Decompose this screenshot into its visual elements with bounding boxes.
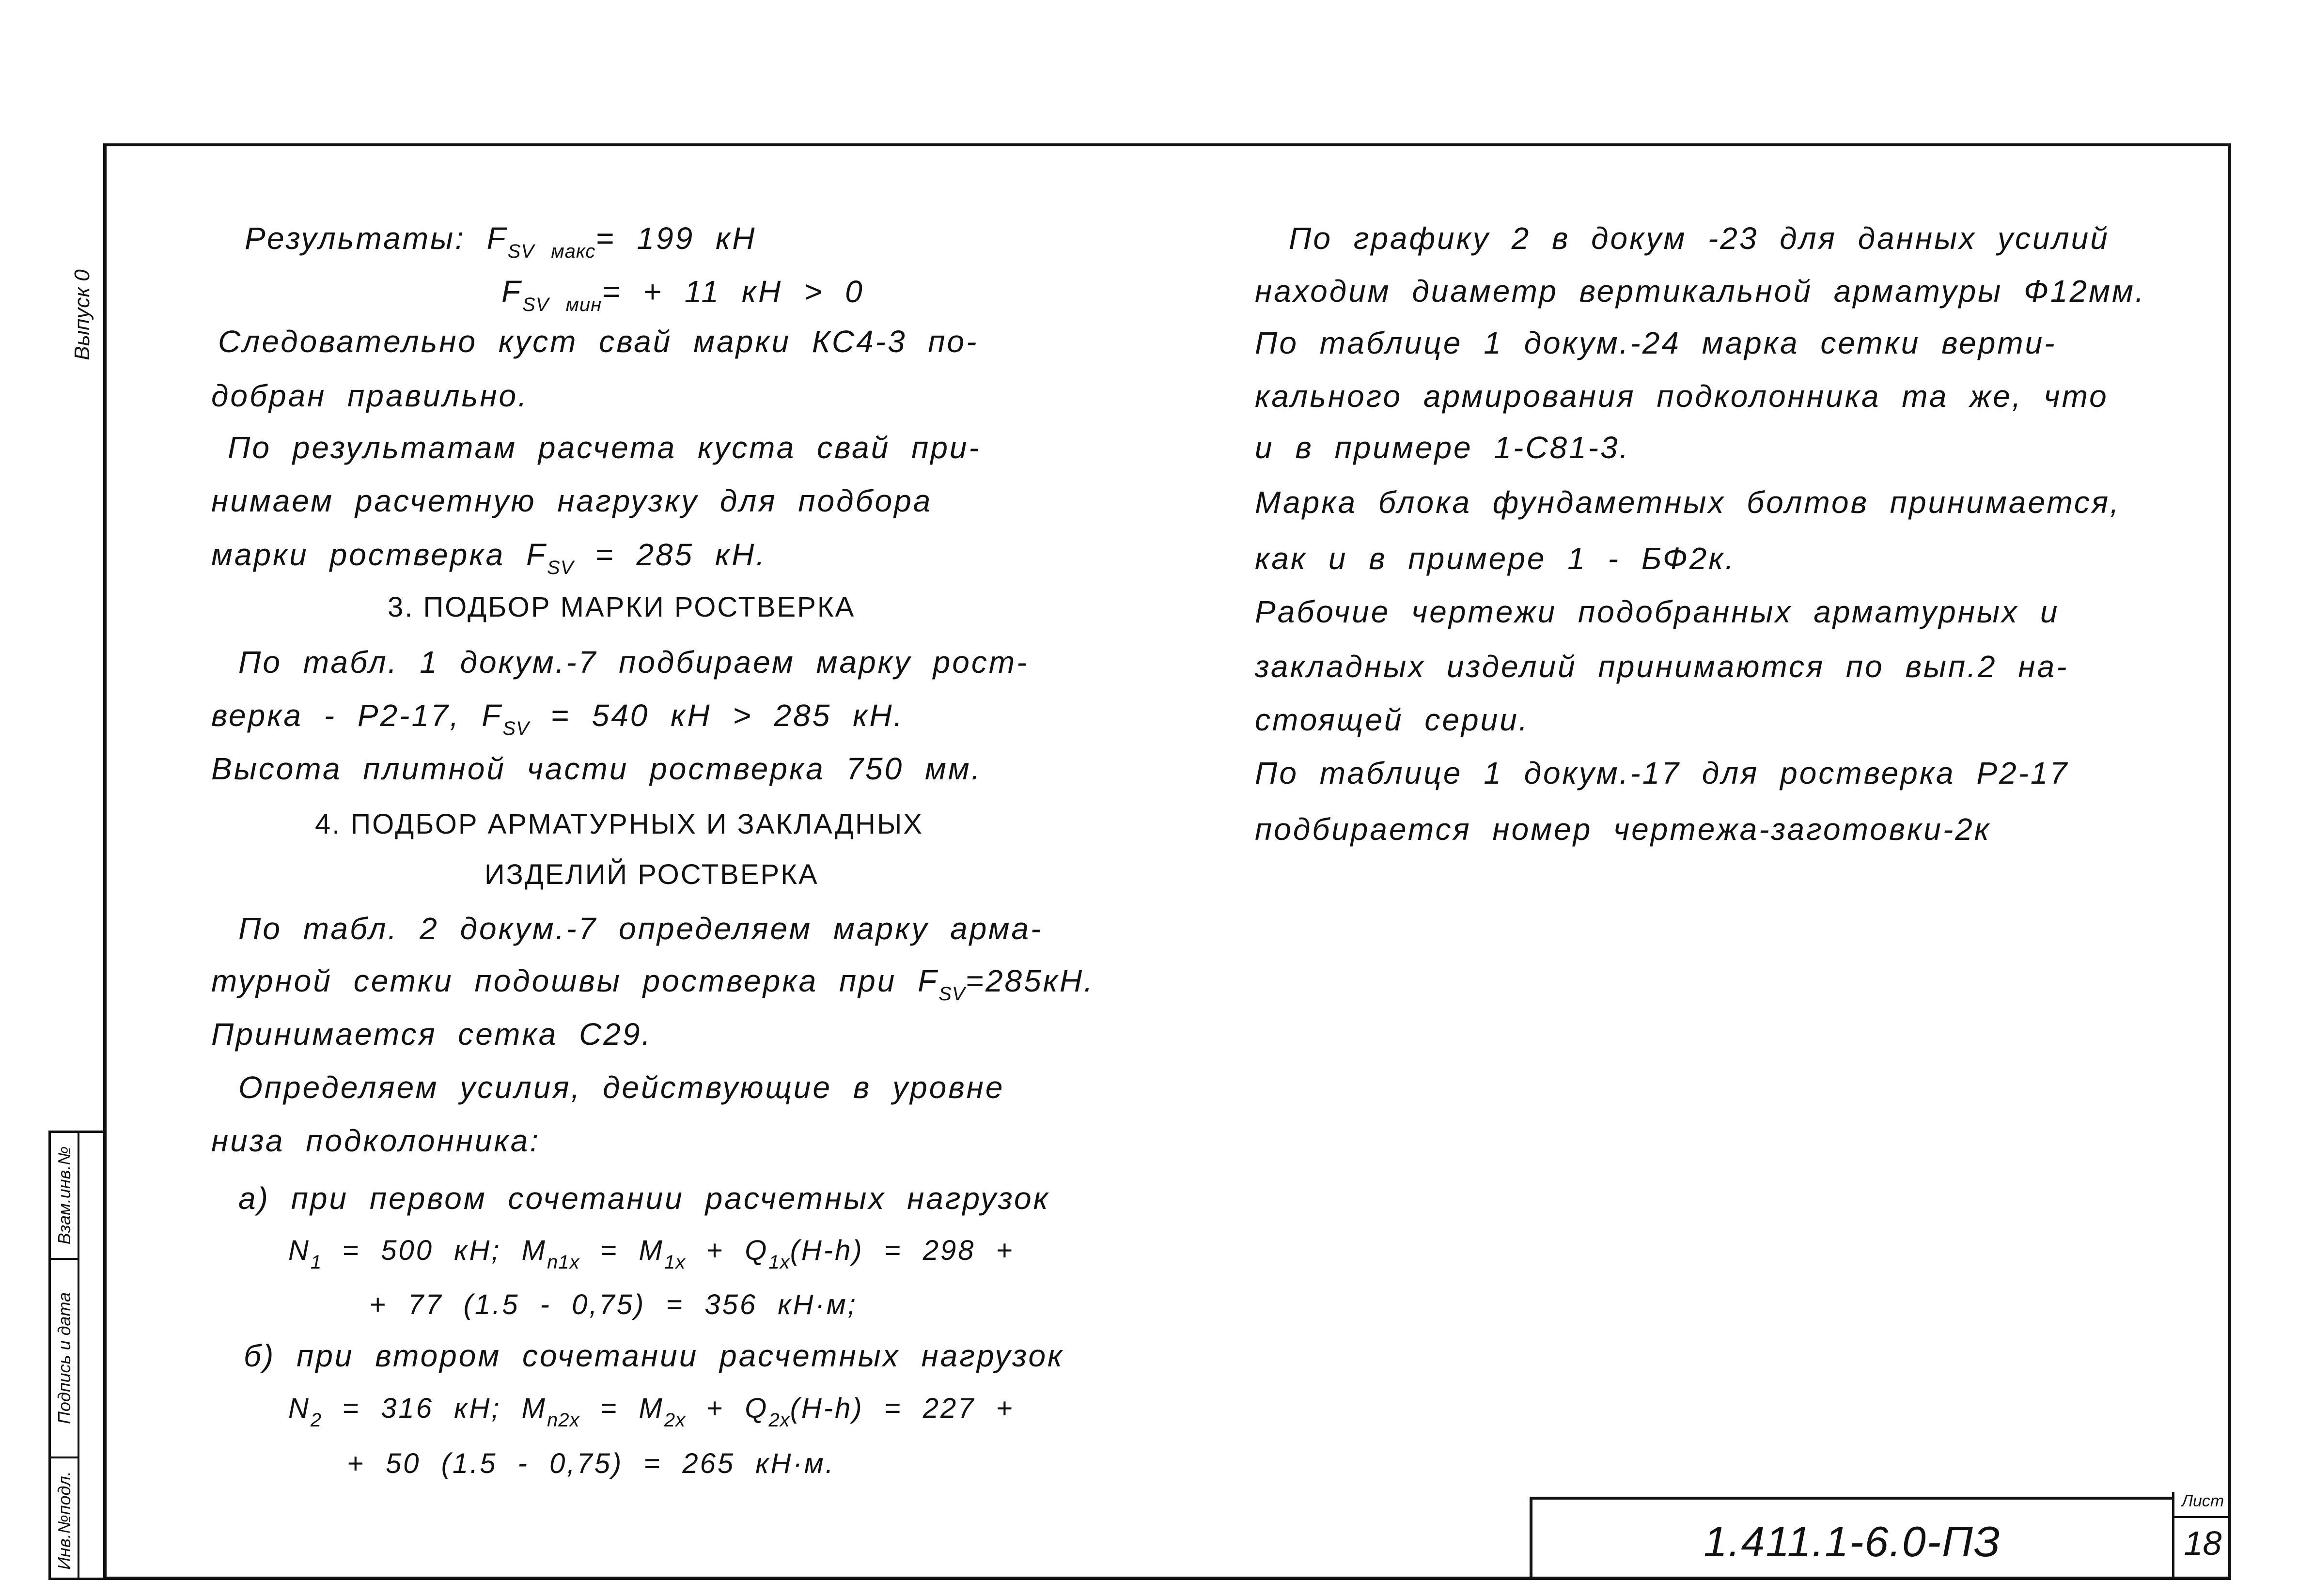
- text-line: По таблице 1 докум.-17 для ростверка Р2-17: [1255, 756, 2069, 790]
- text-line: По табл. 1 докум.-7 подбираем марку рост-: [238, 645, 1029, 680]
- text: верка - Р2-17, F: [211, 698, 503, 733]
- text-line: стоящей серии.: [1255, 702, 1530, 737]
- subscript: n2x: [547, 1410, 580, 1431]
- text-line: нимаем расчетную нагрузку для подбора: [211, 483, 933, 518]
- formula-line-1-cont: + 77 (1.5 - 0,75) = 356 кН·м;: [369, 1289, 858, 1320]
- text-line: находим диаметр вертикальной арматуры Ф12мм.: [1255, 274, 2146, 309]
- subscript: n1x: [547, 1252, 580, 1273]
- formula-line-2: [288, 1392, 1015, 1431]
- text: = 199 кН: [595, 221, 757, 256]
- text: = M: [579, 1235, 664, 1266]
- subscript: SV мин: [522, 294, 602, 315]
- side-stamp: [48, 1131, 103, 1580]
- sign-date-label: Подпись и дата: [54, 1292, 74, 1425]
- text: F: [501, 274, 523, 309]
- text-line: как и в примере 1 - БФ2к.: [1255, 541, 1736, 576]
- text-line: Принимается сетка С29.: [211, 1017, 653, 1052]
- subscript: SV: [547, 557, 574, 578]
- subscript: 1x: [664, 1252, 686, 1273]
- text: = + 11 кН > 0: [602, 274, 864, 309]
- text-line: По результатам расчета куста свай при-: [228, 430, 981, 465]
- text-line: По графику 2 в докум -23 для данных усилий: [1289, 221, 2110, 256]
- text: = M: [579, 1393, 664, 1424]
- stamp-cell-sign-date: [51, 1260, 78, 1458]
- stamp-divider: [78, 1133, 79, 1578]
- repl-inv-label: Взам.инв.№: [54, 1146, 74, 1245]
- text-line: и в примере 1-С81-3.: [1255, 430, 1630, 465]
- title-block: [1530, 1497, 2172, 1580]
- section-heading-3: 3. ПОДБОР МАРКИ РОСТВЕРКА: [388, 591, 856, 623]
- subscript: SV макс: [507, 241, 596, 262]
- text: N: [288, 1235, 311, 1266]
- text: (H-h) = 298 +: [790, 1235, 1015, 1266]
- text-line: а) при первом сочетании расчетных нагрузок: [238, 1181, 1050, 1216]
- section-heading-4-cont: ИЗДЕЛИЙ РОСТВЕРКА: [485, 859, 819, 890]
- text: = 500 кН; M: [322, 1235, 547, 1266]
- text-line: Рабочие чертежи подобранных арматурных и: [1255, 594, 2060, 629]
- subscript: 2x: [768, 1410, 790, 1431]
- text: =285кН.: [965, 963, 1094, 998]
- sheet-number-box: [2172, 1492, 2231, 1580]
- text-line: подбирается номер чертежа-заготовки-2к: [1255, 812, 1991, 847]
- text: (H-h) = 227 +: [790, 1393, 1015, 1424]
- text-line: Следовательно куст свай марки КС4-3 по-: [218, 324, 979, 359]
- subscript: 1: [310, 1252, 322, 1273]
- document-code: 1.411.1-6.0-ПЗ: [1704, 1518, 2001, 1565]
- subscript: 1x: [768, 1252, 790, 1273]
- sheet-number: 18: [2184, 1524, 2222, 1562]
- text-line: Марка блока фундаметных болтов принимается,: [1255, 485, 2121, 520]
- text-line: кального армирования подколонника та же, что: [1255, 379, 2109, 414]
- text-line: б) при втором сочетании расчетных нагрузок: [244, 1338, 1064, 1373]
- text: марки ростверка F: [211, 537, 547, 572]
- text: = 285 кН.: [574, 537, 767, 572]
- text-line: низа подколонника:: [211, 1123, 541, 1158]
- text: + Q: [686, 1393, 769, 1424]
- results-min: [501, 274, 864, 316]
- inv-orig-label: Инв.№подл.: [54, 1471, 74, 1570]
- stamp-cell-inv-orig: [51, 1458, 78, 1582]
- text: = 316 кН; M: [322, 1393, 547, 1424]
- subscript: 2x: [664, 1410, 686, 1431]
- subscript: SV: [938, 983, 966, 1005]
- sheet-label: Лист: [2174, 1492, 2231, 1518]
- text-line: [211, 697, 904, 740]
- text-line: По табл. 2 докум.-7 определяем марку арма-: [238, 911, 1043, 946]
- text-line: [211, 537, 766, 579]
- results-max: [245, 220, 756, 263]
- subscript: 2: [310, 1410, 322, 1431]
- issue-label: [68, 242, 97, 387]
- text-line: Определяем усилия, действующие в уровне: [238, 1070, 1005, 1105]
- text-line: По таблице 1 докум.-24 марка сетки верти-: [1255, 325, 2057, 360]
- text: + Q: [686, 1235, 769, 1266]
- text: Результаты: F: [245, 221, 508, 256]
- text: = 540 кН > 285 кН.: [529, 698, 905, 733]
- formula-line-2-cont: + 50 (1.5 - 0,75) = 265 кН·м.: [347, 1448, 835, 1479]
- text: N: [288, 1393, 311, 1424]
- formula-line-1: [288, 1234, 1015, 1273]
- text-line: добран правильно.: [211, 378, 529, 413]
- text: турной сетки подошвы ростверка при F: [211, 963, 939, 998]
- issue-text: Выпуск 0: [70, 269, 94, 360]
- text-line: Высота плитной части ростверка 750 мм.: [211, 751, 982, 786]
- text-line: [211, 963, 1094, 1005]
- section-heading-4: 4. ПОДБОР АРМАТУРНЫХ И ЗАКЛАДНЫХ: [315, 808, 923, 840]
- subscript: SV: [502, 718, 530, 739]
- stamp-cell-repl-inv: [51, 1133, 78, 1260]
- text-line: закладных изделий принимаются по вып.2 на-: [1255, 649, 2069, 684]
